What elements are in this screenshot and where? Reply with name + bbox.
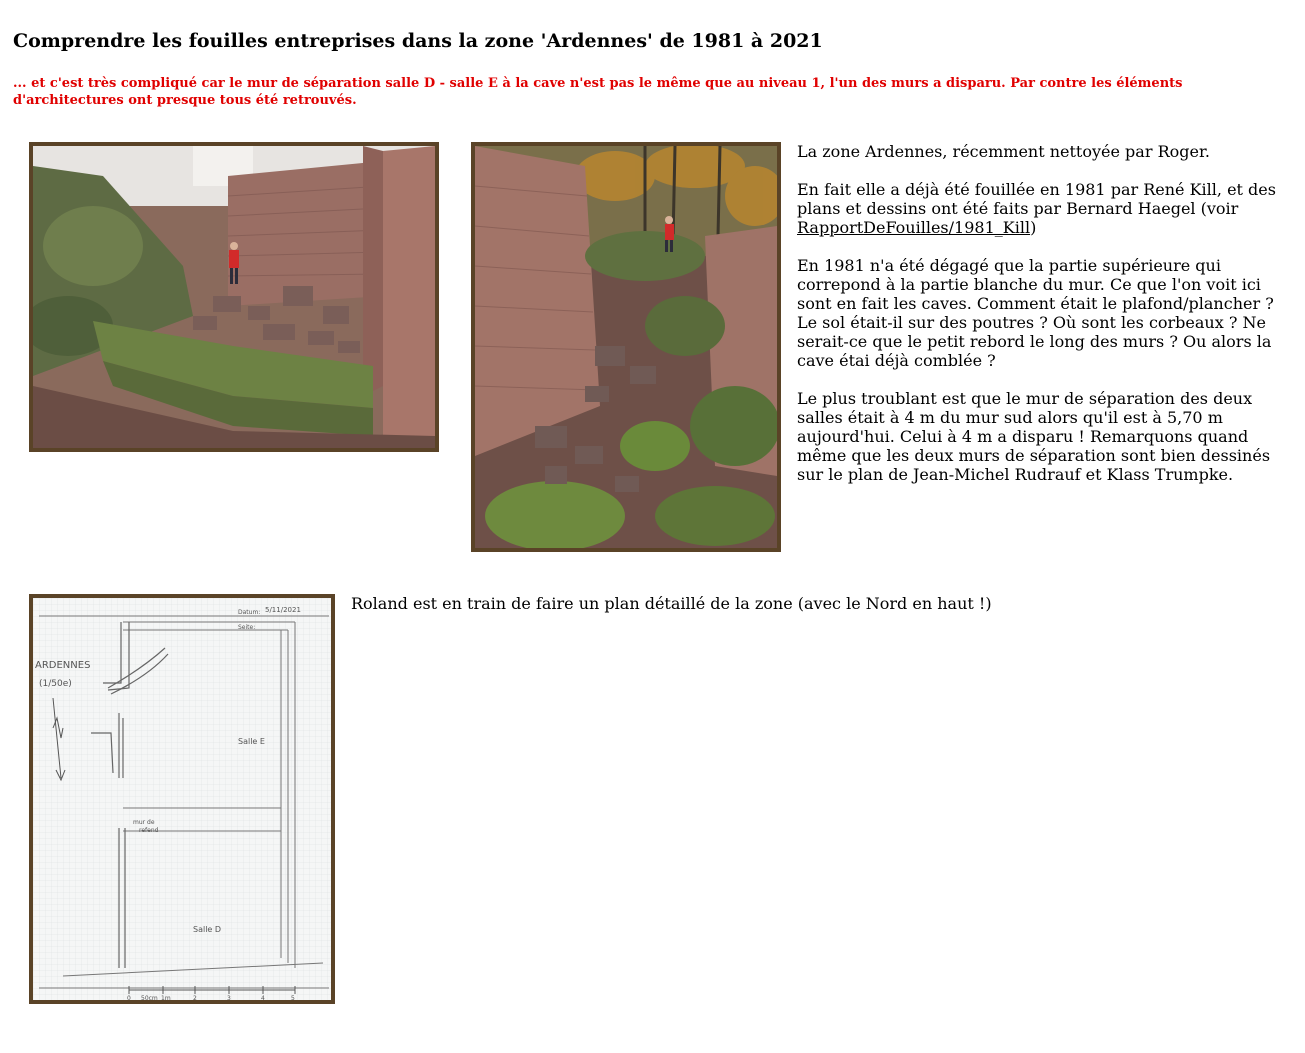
ruins-photo-landscape-image [33, 146, 435, 448]
sketch-label-ardennes: ARDENNES [35, 660, 91, 671]
sketch-label-mur-line1: mur de [133, 819, 155, 826]
section1-paragraph-2 [797, 180, 1287, 237]
sketch-label-salle-e: Salle E [238, 737, 265, 746]
section1-paragraph-2-lead: En fait elle a déjà été fouillée en 1981 par René Kill, et des plans et dessins ont été faits par Bernard Haegel (voir [797, 180, 1276, 218]
scale-tick-5: 5 [291, 995, 295, 1000]
section1-paragraph-2-tail: ) [1030, 218, 1037, 237]
section1-text [797, 142, 1287, 503]
ruins-photo-portrait-image [475, 146, 777, 548]
page-title: Comprendre les fouilles entreprises dans la zone 'Ardennes' de 1981 à 2021 [13, 30, 823, 52]
sketch-label-scale: (1/50e) [39, 679, 72, 689]
scale-tick-3: 3 [227, 995, 231, 1000]
scale-tick-2: 2 [193, 995, 197, 1000]
scale-tick-4: 4 [261, 995, 265, 1000]
sketch-label-mur-line2: refend [139, 827, 159, 834]
scale-tick-0: 0 [127, 995, 131, 1000]
sketch-label-seite: Seite: [238, 624, 256, 631]
ruins-photo-portrait[interactable] [471, 142, 781, 552]
sketch-label-salle-d: Salle D [193, 925, 222, 934]
section1-paragraph-4: Le plus troublant est que le mur de séparation des deux salles était à 4 m du mur sud alors qu'il est à 5,70 m aujourd'hui. Celui à 4 m a disparu ! Remarquons quand même que les deux murs de séparation sont bien dessinés sur le plan de Jean-Michel Rudrauf et Klass Trumpke. [797, 389, 1271, 484]
section2-caption: Roland est en train de faire un plan détaillé de la zone (avec le Nord en haut !) [351, 594, 992, 613]
plan-sketch-photo[interactable] [29, 594, 335, 1004]
section1-paragraph-1: La zone Ardennes, récemment nettoyée par Roger. [797, 142, 1210, 161]
report-link[interactable]: RapportDeFouilles/1981_Kill [797, 218, 1031, 237]
sketch-label-datum: Datum: [238, 609, 261, 616]
sketch-datum-value: 5/11/2021 [265, 606, 301, 614]
scale-tick-1m: 1m [161, 995, 171, 1000]
ruins-photo-landscape[interactable] [29, 142, 439, 452]
page-subtitle: ... et c'est très compliqué car le mur de séparation salle D - salle E à la cave n'est pas le même que au niveau 1, l'un des murs a disparu. Par contre les éléments d'architectures ont presque tous été retrouvés. [13, 76, 1183, 108]
plan-sketch-image [33, 598, 331, 1000]
section1-paragraph-3: En 1981 n'a été dégagé que la partie supérieure qui correpond à la partie blanche du mur. Ce que l'on voit ici sont en fait les caves. Comment était le plafond/plancher ? Le sol était-il sur des poutres ? Où sont les corbeaux ? Ne serait-ce que le petit rebord le long des murs ? Ou alors la cave étai déjà comblée ? [797, 256, 1274, 370]
scale-tick-50cm: 50cm [141, 995, 158, 1000]
